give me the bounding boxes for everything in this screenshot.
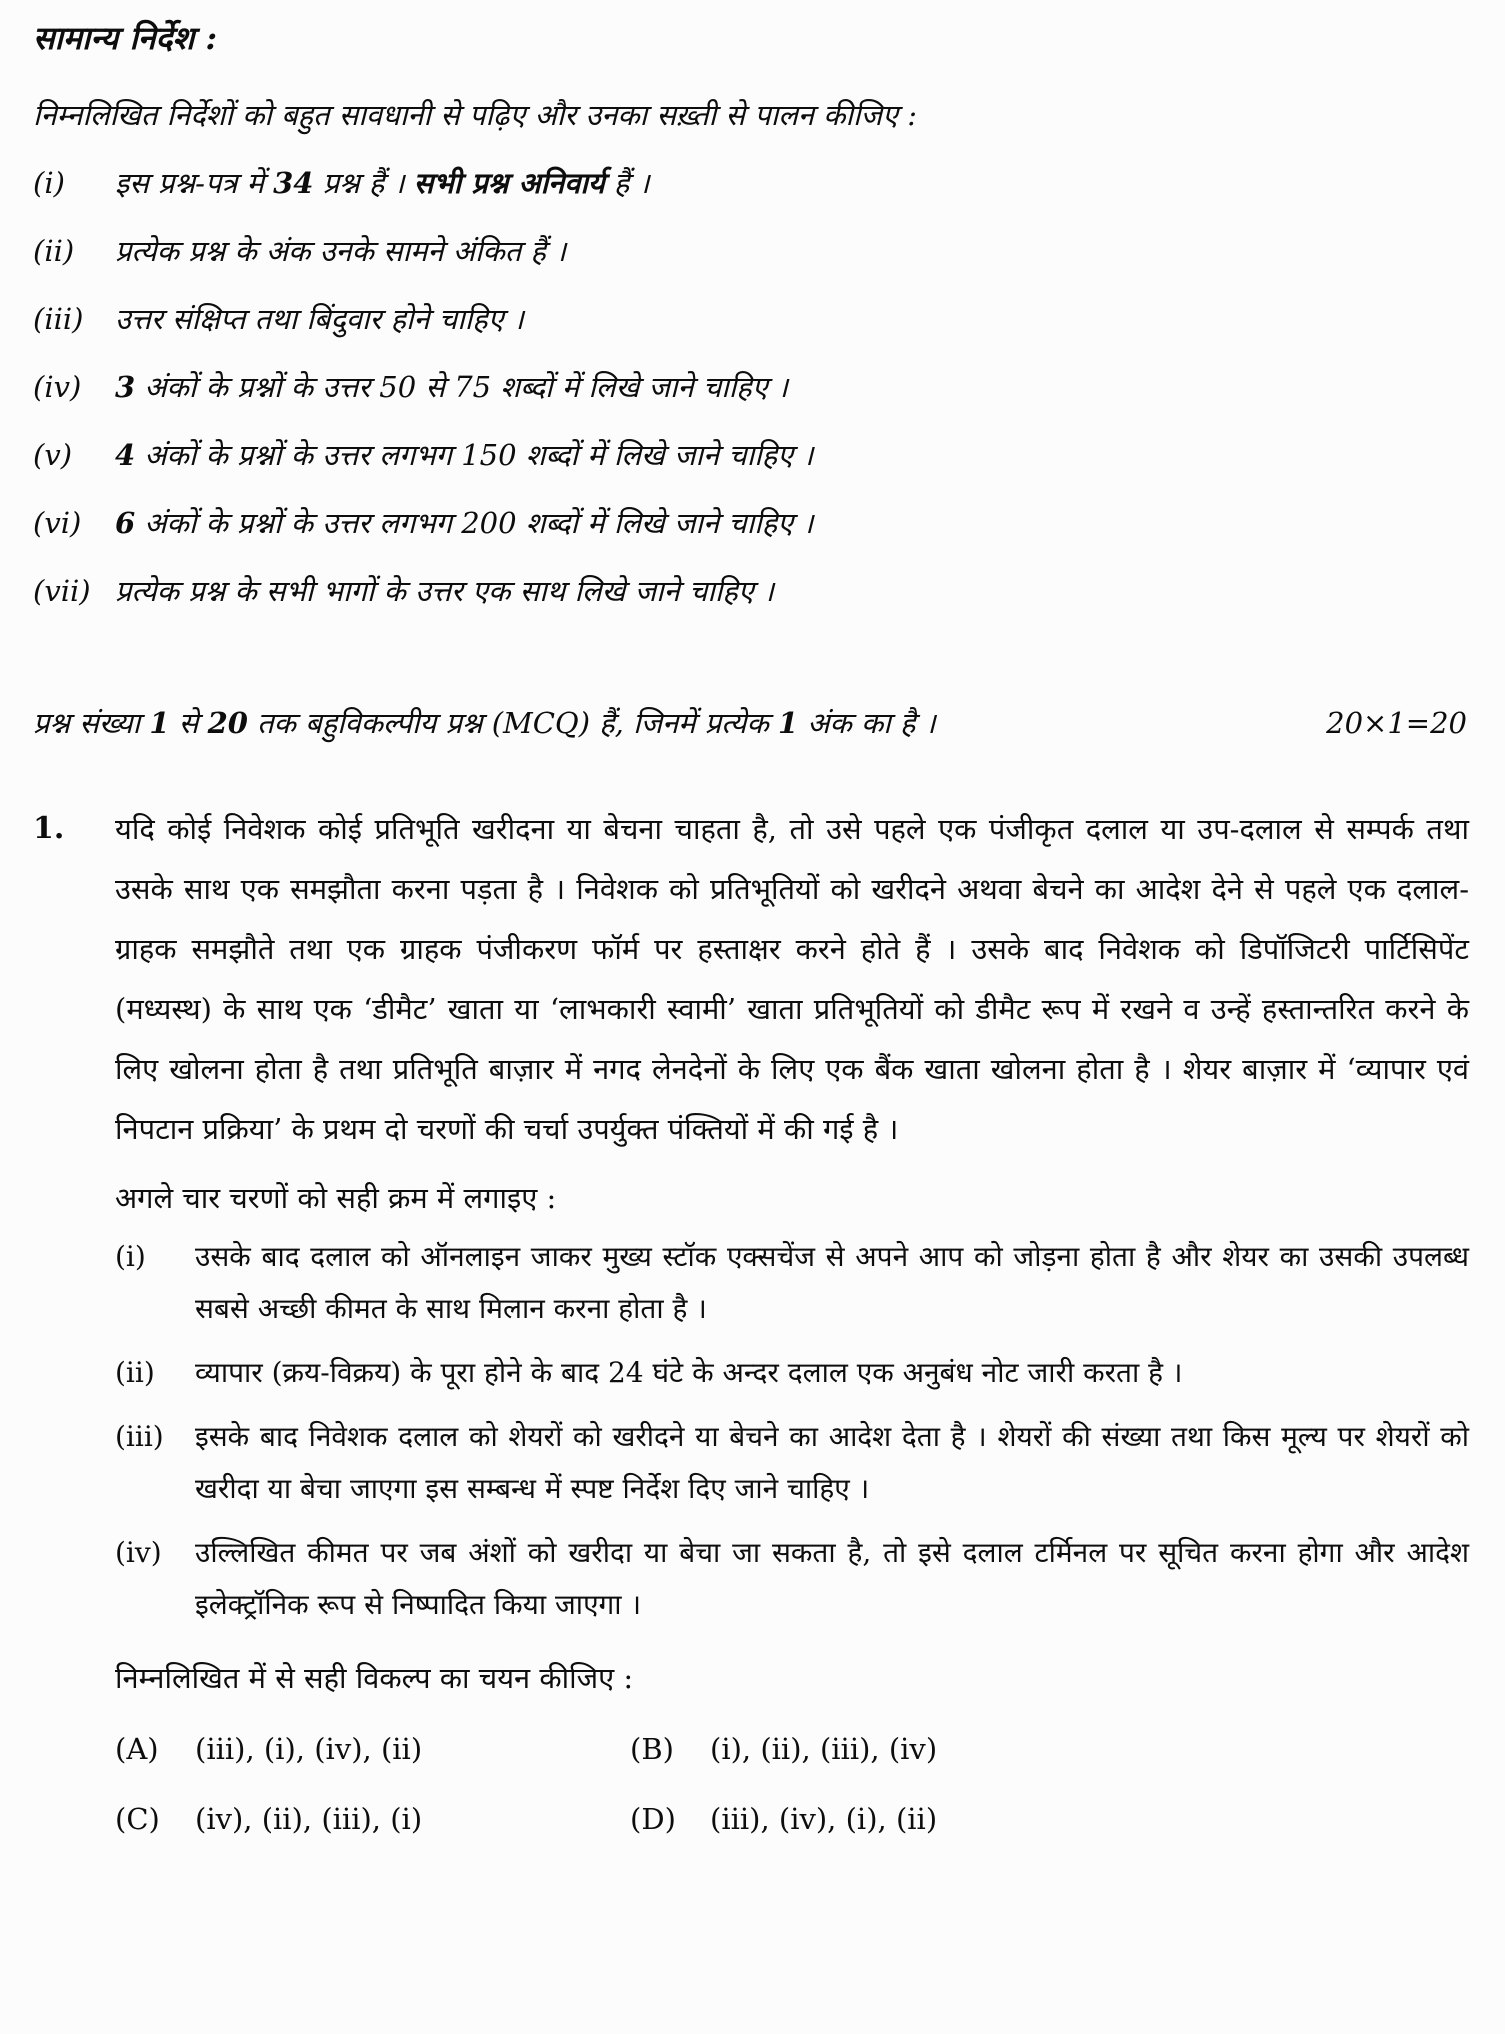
answer-options [115, 1729, 1469, 1839]
instruction-text: प्रत्येक प्रश्न के अंक उनके सामने अंकित हैं । [115, 234, 567, 268]
arrange-prompt: अगले चार चरणों को सही क्रम में लगाइए : [115, 1181, 557, 1215]
step-text: उल्लिखित कीमत पर जब अंशों को खरीदा या बेचा जा सकता है, तो इसे दलाल टर्मिनल पर सूचित करना होगा और आदेश इलेक्ट्रॉनिक रूप से निष्पादित किया जाएगा । [195, 1536, 1469, 1621]
option-row [115, 1729, 1469, 1769]
instruction-number: (i) [33, 166, 65, 200]
step-item [115, 1231, 1469, 1335]
instruction-text: 6 अंकों के प्रश्नों के उत्तर लगभग 200 शब्दों में लिखे जाने चाहिए । [115, 506, 814, 540]
instruction-number: (vii) [33, 574, 91, 608]
option-label: (B) [630, 1732, 674, 1766]
option-value: (iii), (i), (iv), (ii) [195, 1732, 423, 1766]
instruction-item [33, 231, 1505, 271]
steps-list [115, 1231, 1469, 1631]
step-number: (iv) [115, 1536, 162, 1569]
option-item [115, 1729, 630, 1769]
instruction-text: 4 अंकों के प्रश्नों के उत्तर लगभग 150 शब्दों में लिखे जाने चाहिए । [115, 438, 814, 472]
instruction-item [33, 163, 1505, 203]
instruction-number: (vi) [33, 506, 82, 540]
option-item [630, 1729, 1469, 1769]
mcq-note-text: प्रश्न संख्या 1 से 20 तक बहुविकल्पीय प्रश्न (MCQ) हैं, जिनमें प्रत्येक 1 अंक का है । [33, 706, 936, 740]
instruction-number: (iii) [33, 302, 84, 336]
option-label: (D) [630, 1802, 676, 1836]
step-item [115, 1347, 1469, 1399]
question-body [115, 799, 1469, 1839]
step-number: (i) [115, 1240, 146, 1273]
option-item [630, 1799, 1469, 1839]
question-number: 1. [33, 811, 65, 846]
step-item [115, 1411, 1469, 1515]
option-value: (iv), (ii), (iii), (i) [195, 1802, 423, 1836]
instruction-text: इस प्रश्न-पत्र में 34 प्रश्न हैं । सभी प्रश्न अनिवार्य हैं । [115, 166, 650, 200]
step-number: (iii) [115, 1420, 164, 1453]
general-instructions-list [0, 163, 1505, 611]
instruction-item [33, 571, 1505, 611]
step-text: व्यापार (क्रय-विक्रय) के पूरा होने के बाद 24 घंटे के अन्दर दलाल एक अनुबंध नोट जारी करता है । [195, 1356, 1183, 1389]
option-value: (i), (ii), (iii), (iv) [710, 1732, 938, 1766]
general-instructions-heading: सामान्य निर्देश : [33, 19, 218, 57]
instruction-text: प्रत्येक प्रश्न के सभी भागों के उत्तर एक साथ लिखे जाने चाहिए । [115, 574, 775, 608]
instruction-text: उत्तर संक्षिप्त तथा बिंदुवार होने चाहिए । [115, 302, 524, 336]
mcq-section-note [33, 703, 1467, 743]
instruction-number: (ii) [33, 234, 75, 268]
step-text: इसके बाद निवेशक दलाल को शेयरों को खरीदने या बेचने का आदेश देता है । शेयरों की संख्या तथा किस मूल्य पर शेयरों को खरीदा या बेचा जाएगा इस सम्बन्ध में स्पष्ट निर्देश दिए जाने चाहिए । [195, 1420, 1469, 1505]
step-item [115, 1527, 1469, 1631]
step-text: उसके बाद दलाल को ऑनलाइन जाकर मुख्य स्टॉक एक्सचेंज से अपने आप को जोड़ना होता है और शेयर का उसकी उपलब्ध सबसे अच्छी कीमत के साथ मिलान करना होता है । [195, 1240, 1469, 1325]
instruction-text: 3 अंकों के प्रश्नों के उत्तर 50 से 75 शब्दों में लिखे जाने चाहिए । [115, 370, 788, 404]
option-value: (iii), (iv), (i), (ii) [710, 1802, 938, 1836]
instruction-number: (iv) [33, 370, 82, 404]
option-row [115, 1799, 1469, 1839]
instructions-intro: निम्नलिखित निर्देशों को बहुत सावधानी से पढ़िए और उनका सख़्ती से पालन कीजिए : [33, 98, 918, 132]
instruction-item [33, 503, 1505, 543]
question-1 [0, 799, 1505, 1839]
mcq-marks: 20×1=20 [1326, 706, 1467, 740]
instruction-number: (v) [33, 438, 73, 472]
option-label: (C) [115, 1802, 160, 1836]
instruction-item [33, 299, 1505, 339]
choose-prompt: निम्नलिखित में से सही विकल्प का चयन कीजिए : [115, 1661, 634, 1695]
option-item [115, 1799, 630, 1839]
option-label: (A) [115, 1732, 159, 1766]
question-paragraph: यदि कोई निवेशक कोई प्रतिभूति खरीदना या बेचना चाहता है, तो उसे पहले एक पंजीकृत दलाल या उप-दलाल से सम्पर्क तथा उसके साथ एक समझौता करना पड़ता है । निवेशक को प्रतिभूतियों को खरीदने अथवा बेचने का आदेश देने से पहले एक दलाल-ग्राहक समझौते तथा एक ग्राहक पंजीकरण फॉर्म पर हस्ताक्षर करने होते हैं । उसके बाद निवेशक को डिपॉजिटरी पार्टिसिपेंट (मध्यस्थ) के साथ एक ‘डीमैट’ खाता या ‘लाभकारी स्वामी’ खाता प्रतिभूतियों को डीमैट रूप में रखने व उन्हें हस्तान्तरित करने के लिए खोलना होता है तथा प्रतिभूति बाज़ार में नगद लेनदेनों के लिए एक बैंक खाता खोलना होता है । शेयर बाज़ार में ‘व्यापार एवं निपटान प्रक्रिया’ के प्रथम दो चरणों की चर्चा उपर्युक्त पंक्तियों में की गई है । [115, 812, 1469, 1146]
instruction-item [33, 435, 1505, 475]
instruction-item [33, 367, 1505, 407]
step-number: (ii) [115, 1356, 155, 1389]
